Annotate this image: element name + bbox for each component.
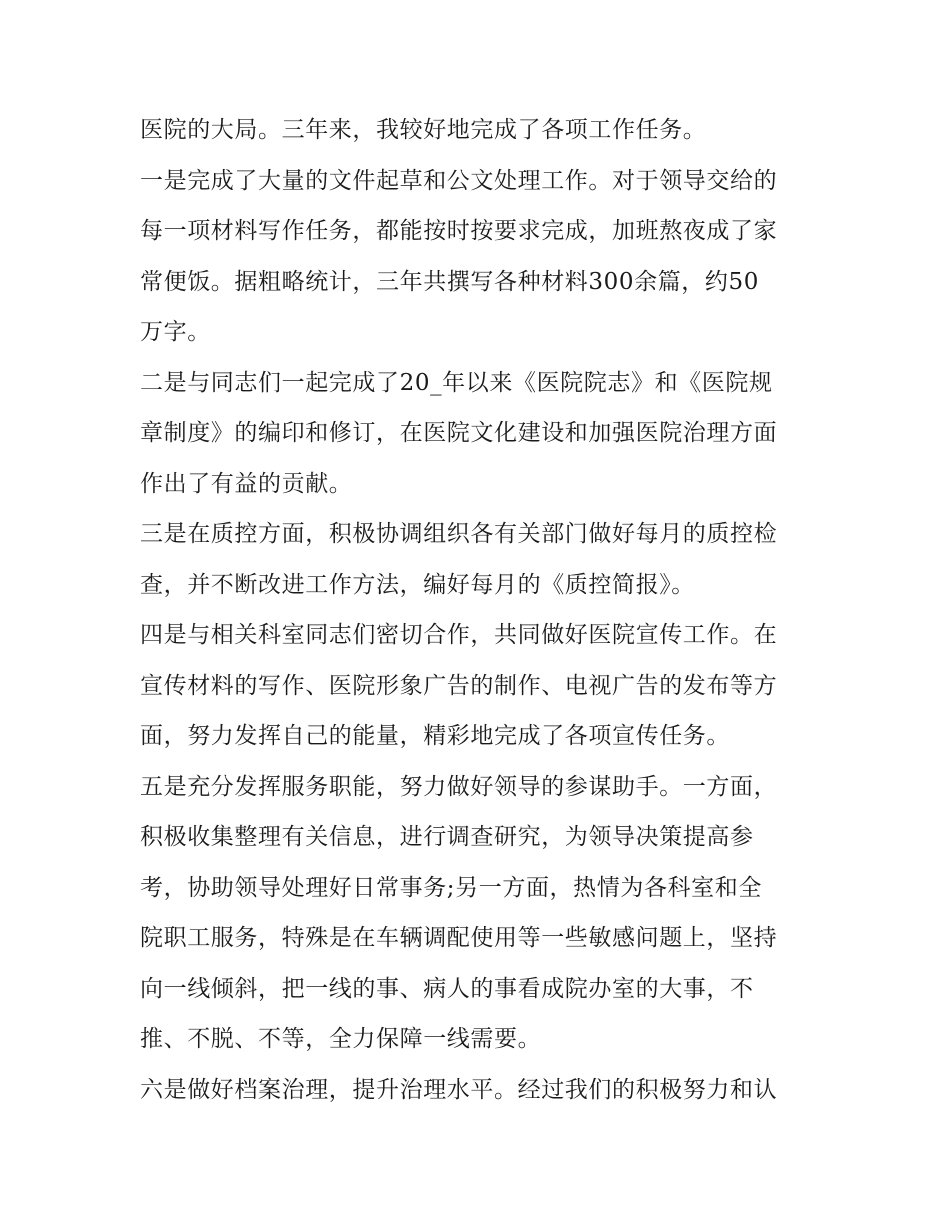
text-line: 一是完成了大量的文件起草和公文处理工作。对于领导交给的 — [140, 167, 778, 194]
text-line: 面，努力发挥自己的能量，精彩地完成了各项宣传任务。 — [140, 723, 730, 749]
text-line: 向一线倾斜，把一线的事、病人的事看成院办室的大事，不 — [140, 975, 754, 1002]
text-line: 四是与相关科室同志们密切合作，共同做好医院宣传工作。在 — [140, 622, 778, 648]
text-line: 积极收集整理有关信息，进行调查研究，为领导决策提高参 — [140, 824, 754, 850]
text-line: 三是在质控方面，积极协调组织各有关部门做好每月的质控检 — [140, 521, 778, 547]
text-line: 常便饭。据粗略统计，三年共撰写各种材料300余篇，约50 — [140, 268, 759, 295]
text-line: 作出了有益的贡献。 — [140, 470, 353, 497]
text-line: 推、不脱、不等，全力保障一线需要。 — [140, 1026, 542, 1052]
text-line: 万字。 — [140, 319, 211, 345]
text-line: 每一项材料写作任务，都能按时按要求完成，加班熬夜成了家 — [140, 218, 778, 244]
text-line: 查，并不断改进工作方法，编好每月的《质控简报》。 — [140, 571, 695, 598]
text-line: 医院的大局。三年来，我较好地完成了各项工作任务。 — [140, 117, 707, 143]
document-body — [140, 108, 820, 1118]
text-line: 考，协助领导处理好日常事务;另一方面，热情为各科室和全 — [140, 874, 762, 901]
text-line: 五是充分发挥服务职能，努力做好领导的参谋助手。一方面， — [140, 773, 778, 800]
text-line: 六是做好档案治理，提升治理水平。经过我们的积极努力和认 — [140, 1076, 778, 1103]
text-line: 院职工服务，特殊是在车辆调配使用等一些敏感问题上，坚持 — [140, 925, 778, 951]
text-line: 宣传材料的写作、医院形象广告的制作、电视广告的发布等方 — [140, 672, 778, 699]
text-line: 二是与同志们一起完成了20_年以来《医院院志》和《医院规 — [140, 369, 773, 396]
text-line: 章制度》的编印和修订，在医院文化建设和加强医院治理方面 — [140, 420, 778, 446]
